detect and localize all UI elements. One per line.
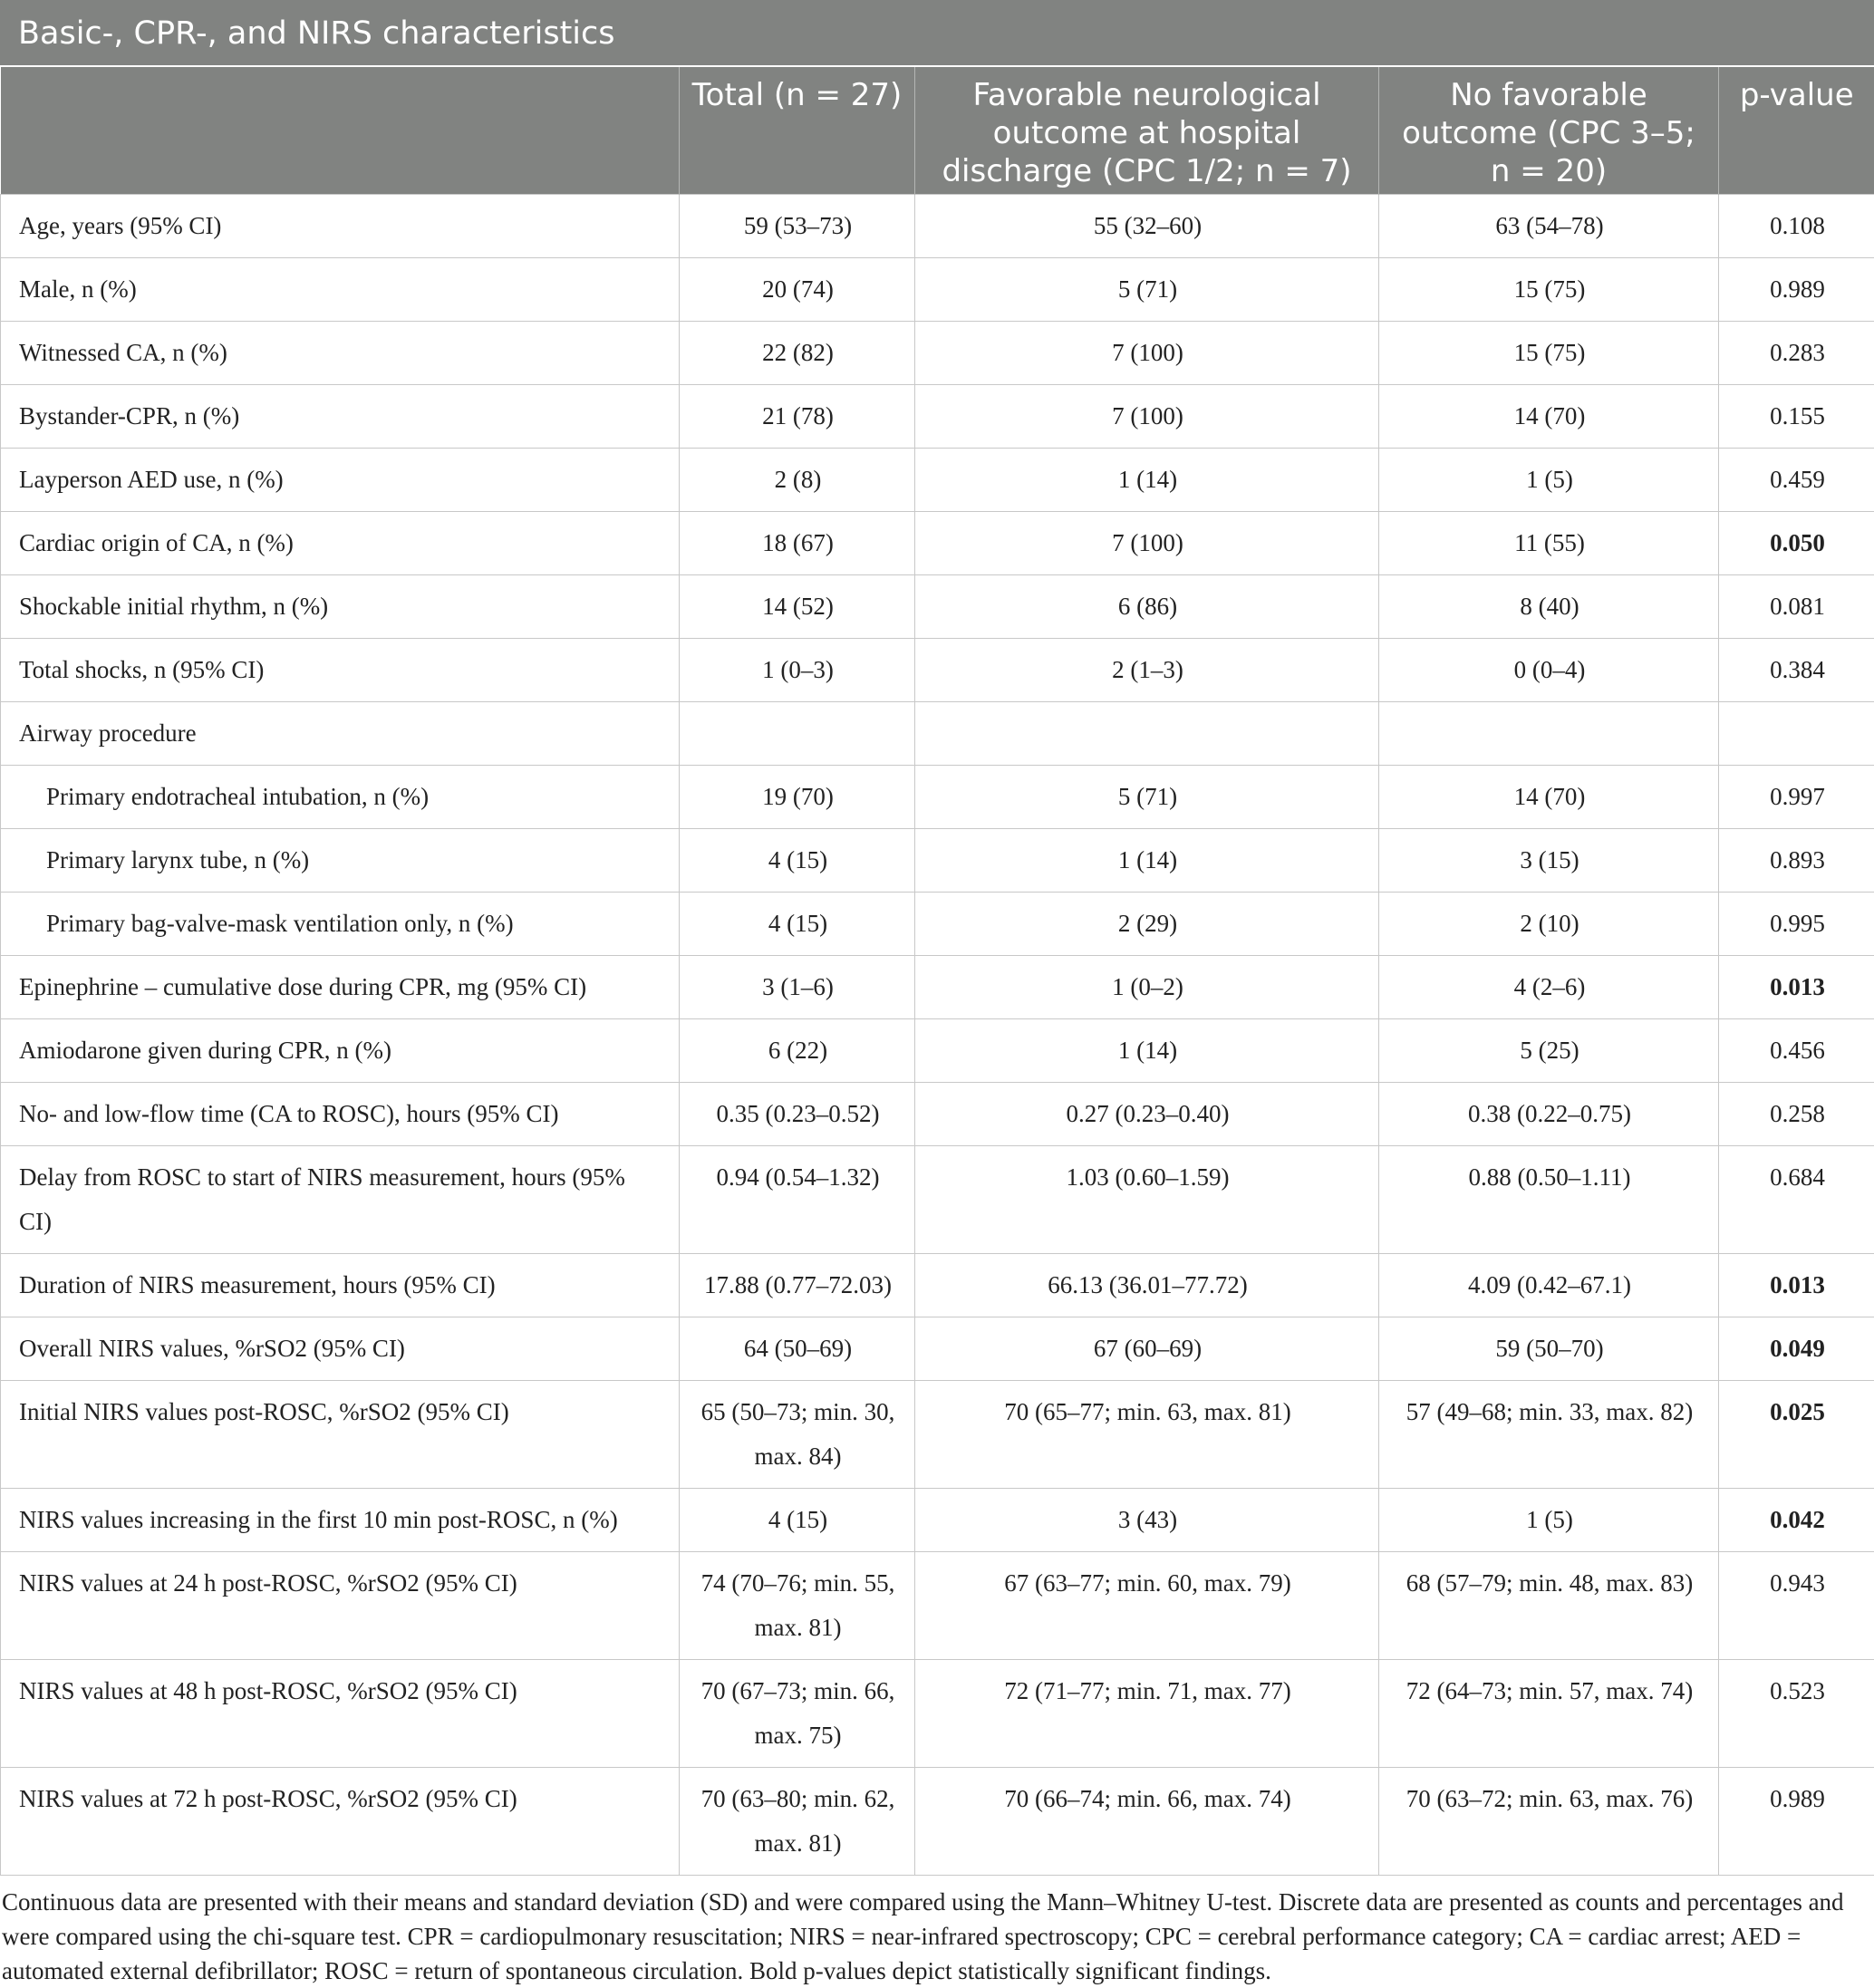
cell-total: 6 (22) <box>680 1018 915 1082</box>
table-row <box>1 1488 1874 1551</box>
cell-p-value: 0.384 <box>1719 638 1874 701</box>
cell-unfavorable: 11 (55) <box>1379 511 1719 574</box>
cell-total: 18 (67) <box>680 511 915 574</box>
cell-total: 65 (50–73; min. 30, max. 84) <box>680 1380 915 1488</box>
cell-total: 17.88 (0.77–72.03) <box>680 1253 915 1317</box>
cell-unfavorable: 14 (70) <box>1379 384 1719 448</box>
cell-total: 1 (0–3) <box>680 638 915 701</box>
cell-favorable: 1.03 (0.60–1.59) <box>915 1145 1379 1253</box>
cell-p-value: 0.684 <box>1719 1145 1874 1253</box>
cell-favorable: 2 (1–3) <box>915 638 1379 701</box>
cell-favorable <box>915 701 1379 765</box>
table-row <box>1 574 1874 638</box>
cell-total: 22 (82) <box>680 321 915 384</box>
cell-p-value: 0.283 <box>1719 321 1874 384</box>
table-row <box>1 1317 1874 1380</box>
table-row <box>1 1082 1874 1145</box>
row-label: Cardiac origin of CA, n (%) <box>1 511 680 574</box>
cell-unfavorable: 15 (75) <box>1379 321 1719 384</box>
cell-unfavorable: 15 (75) <box>1379 257 1719 321</box>
cell-total: 64 (50–69) <box>680 1317 915 1380</box>
header-favorable: Favorable neurological outcome at hospital discharge (CPC 1/2; n = 7) <box>915 67 1379 194</box>
header-total: Total (n = 27) <box>680 67 915 194</box>
cell-p-value: 0.049 <box>1719 1317 1874 1380</box>
row-label: Male, n (%) <box>1 257 680 321</box>
cell-unfavorable: 1 (5) <box>1379 1488 1719 1551</box>
cell-favorable: 1 (14) <box>915 828 1379 892</box>
row-label: Duration of NIRS measurement, hours (95% CI) <box>1 1253 680 1317</box>
cell-favorable: 5 (71) <box>915 257 1379 321</box>
cell-unfavorable: 0.88 (0.50–1.11) <box>1379 1145 1719 1253</box>
table-row <box>1 701 1874 765</box>
cell-p-value: 0.042 <box>1719 1488 1874 1551</box>
cell-favorable: 1 (14) <box>915 1018 1379 1082</box>
cell-p-value: 0.155 <box>1719 384 1874 448</box>
table-footnote: Continuous data are presented with their means and standard deviation (SD) and were compared using the Mann–Whitney U-test. Discrete data are presented as counts and percentages and were compared using the chi-square test. CPR = cardiopulmonary resuscitation; NIRS = near-infrared spectroscopy; CPC = cerebral performance category; CA = cardiac arrest; AED = automated external defibrillator; ROSC = return of spontaneous circulation. Bold p-values depict statistically significant findings. <box>0 1876 1874 1988</box>
row-label: NIRS values at 24 h post-ROSC, %rSO2 (95% CI) <box>1 1551 680 1659</box>
cell-favorable: 7 (100) <box>915 511 1379 574</box>
cell-unfavorable: 5 (25) <box>1379 1018 1719 1082</box>
cell-p-value: 0.989 <box>1719 1767 1874 1875</box>
table-row <box>1 1551 1874 1659</box>
cell-p-value: 0.459 <box>1719 448 1874 511</box>
row-label: NIRS values increasing in the first 10 min post-ROSC, n (%) <box>1 1488 680 1551</box>
cell-total: 70 (63–80; min. 62, max. 81) <box>680 1767 915 1875</box>
table-row <box>1 1380 1874 1488</box>
row-label: Primary bag-valve-mask ventilation only, n (%) <box>1 892 680 955</box>
table-row <box>1 321 1874 384</box>
cell-total: 70 (67–73; min. 66, max. 75) <box>680 1659 915 1767</box>
cell-favorable: 3 (43) <box>915 1488 1379 1551</box>
cell-unfavorable: 8 (40) <box>1379 574 1719 638</box>
cell-total: 4 (15) <box>680 828 915 892</box>
cell-unfavorable: 2 (10) <box>1379 892 1719 955</box>
cell-favorable: 70 (65–77; min. 63, max. 81) <box>915 1380 1379 1488</box>
header-characteristic <box>1 67 680 194</box>
cell-unfavorable: 1 (5) <box>1379 448 1719 511</box>
cell-total: 0.94 (0.54–1.32) <box>680 1145 915 1253</box>
row-label: Witnessed CA, n (%) <box>1 321 680 384</box>
cell-favorable: 6 (86) <box>915 574 1379 638</box>
row-label: Initial NIRS values post-ROSC, %rSO2 (95% CI) <box>1 1380 680 1488</box>
cell-favorable: 7 (100) <box>915 384 1379 448</box>
table-row <box>1 765 1874 828</box>
row-label: Shockable initial rhythm, n (%) <box>1 574 680 638</box>
cell-unfavorable: 72 (64–73; min. 57, max. 74) <box>1379 1659 1719 1767</box>
table-row <box>1 1018 1874 1082</box>
row-label: Primary larynx tube, n (%) <box>1 828 680 892</box>
table-row <box>1 1659 1874 1767</box>
cell-total: 19 (70) <box>680 765 915 828</box>
cell-unfavorable: 57 (49–68; min. 33, max. 82) <box>1379 1380 1719 1488</box>
cell-favorable: 72 (71–77; min. 71, max. 77) <box>915 1659 1379 1767</box>
cell-total: 14 (52) <box>680 574 915 638</box>
table-row <box>1 828 1874 892</box>
table-row <box>1 511 1874 574</box>
table-row <box>1 194 1874 257</box>
cell-favorable: 66.13 (36.01–77.72) <box>915 1253 1379 1317</box>
cell-p-value: 0.456 <box>1719 1018 1874 1082</box>
characteristics-table <box>0 67 1874 1876</box>
cell-favorable: 1 (14) <box>915 448 1379 511</box>
row-label: Amiodarone given during CPR, n (%) <box>1 1018 680 1082</box>
table-body <box>1 194 1874 1875</box>
cell-p-value: 0.050 <box>1719 511 1874 574</box>
cell-p-value: 0.258 <box>1719 1082 1874 1145</box>
cell-total: 0.35 (0.23–0.52) <box>680 1082 915 1145</box>
cell-favorable: 67 (63–77; min. 60, max. 79) <box>915 1551 1379 1659</box>
cell-unfavorable: 4.09 (0.42–67.1) <box>1379 1253 1719 1317</box>
cell-unfavorable: 59 (50–70) <box>1379 1317 1719 1380</box>
table-row <box>1 1145 1874 1253</box>
cell-unfavorable: 14 (70) <box>1379 765 1719 828</box>
table-row <box>1 892 1874 955</box>
row-label: Epinephrine – cumulative dose during CPR, mg (95% CI) <box>1 955 680 1018</box>
cell-p-value: 0.013 <box>1719 955 1874 1018</box>
cell-p-value: 0.943 <box>1719 1551 1874 1659</box>
cell-favorable: 0.27 (0.23–0.40) <box>915 1082 1379 1145</box>
table-row <box>1 448 1874 511</box>
cell-favorable: 5 (71) <box>915 765 1379 828</box>
cell-p-value: 0.997 <box>1719 765 1874 828</box>
cell-favorable: 7 (100) <box>915 321 1379 384</box>
cell-favorable: 70 (66–74; min. 66, max. 74) <box>915 1767 1379 1875</box>
cell-unfavorable: 3 (15) <box>1379 828 1719 892</box>
row-label: Primary endotracheal intubation, n (%) <box>1 765 680 828</box>
cell-total: 2 (8) <box>680 448 915 511</box>
cell-p-value: 0.893 <box>1719 828 1874 892</box>
cell-unfavorable: 68 (57–79; min. 48, max. 83) <box>1379 1551 1719 1659</box>
table-row <box>1 384 1874 448</box>
cell-p-value: 0.081 <box>1719 574 1874 638</box>
cell-favorable: 55 (32–60) <box>915 194 1379 257</box>
cell-unfavorable: 4 (2–6) <box>1379 955 1719 1018</box>
header-unfavorable: No favorable outcome (CPC 3–5; n = 20) <box>1379 67 1719 194</box>
cell-p-value: 0.025 <box>1719 1380 1874 1488</box>
cell-p-value <box>1719 701 1874 765</box>
cell-unfavorable: 0.38 (0.22–0.75) <box>1379 1082 1719 1145</box>
cell-total: 4 (15) <box>680 892 915 955</box>
table-row <box>1 257 1874 321</box>
cell-total: 20 (74) <box>680 257 915 321</box>
header-p-value: p-value <box>1719 67 1874 194</box>
table-row <box>1 638 1874 701</box>
table-title: Basic-, CPR-, and NIRS characteristics <box>0 0 1874 67</box>
cell-favorable: 67 (60–69) <box>915 1317 1379 1380</box>
table-row <box>1 1767 1874 1875</box>
row-label: Overall NIRS values, %rSO2 (95% CI) <box>1 1317 680 1380</box>
cell-total: 59 (53–73) <box>680 194 915 257</box>
cell-total: 21 (78) <box>680 384 915 448</box>
cell-unfavorable: 0 (0–4) <box>1379 638 1719 701</box>
cell-p-value: 0.989 <box>1719 257 1874 321</box>
row-label: Total shocks, n (95% CI) <box>1 638 680 701</box>
cell-p-value: 0.995 <box>1719 892 1874 955</box>
cell-total: 4 (15) <box>680 1488 915 1551</box>
row-label: Bystander-CPR, n (%) <box>1 384 680 448</box>
table-row <box>1 955 1874 1018</box>
header-row <box>1 67 1874 194</box>
cell-total <box>680 701 915 765</box>
cell-unfavorable: 63 (54–78) <box>1379 194 1719 257</box>
cell-p-value: 0.013 <box>1719 1253 1874 1317</box>
table-row <box>1 1253 1874 1317</box>
cell-favorable: 1 (0–2) <box>915 955 1379 1018</box>
cell-total: 3 (1–6) <box>680 955 915 1018</box>
cell-unfavorable <box>1379 701 1719 765</box>
row-label: Airway procedure <box>1 701 680 765</box>
cell-unfavorable: 70 (63–72; min. 63, max. 76) <box>1379 1767 1719 1875</box>
cell-p-value: 0.523 <box>1719 1659 1874 1767</box>
row-label: No- and low-flow time (CA to ROSC), hours (95% CI) <box>1 1082 680 1145</box>
row-label: NIRS values at 48 h post-ROSC, %rSO2 (95% CI) <box>1 1659 680 1767</box>
cell-p-value: 0.108 <box>1719 194 1874 257</box>
row-label: Layperson AED use, n (%) <box>1 448 680 511</box>
row-label: NIRS values at 72 h post-ROSC, %rSO2 (95% CI) <box>1 1767 680 1875</box>
row-label: Age, years (95% CI) <box>1 194 680 257</box>
cell-favorable: 2 (29) <box>915 892 1379 955</box>
cell-total: 74 (70–76; min. 55, max. 81) <box>680 1551 915 1659</box>
row-label: Delay from ROSC to start of NIRS measurement, hours (95% CI) <box>1 1145 680 1253</box>
